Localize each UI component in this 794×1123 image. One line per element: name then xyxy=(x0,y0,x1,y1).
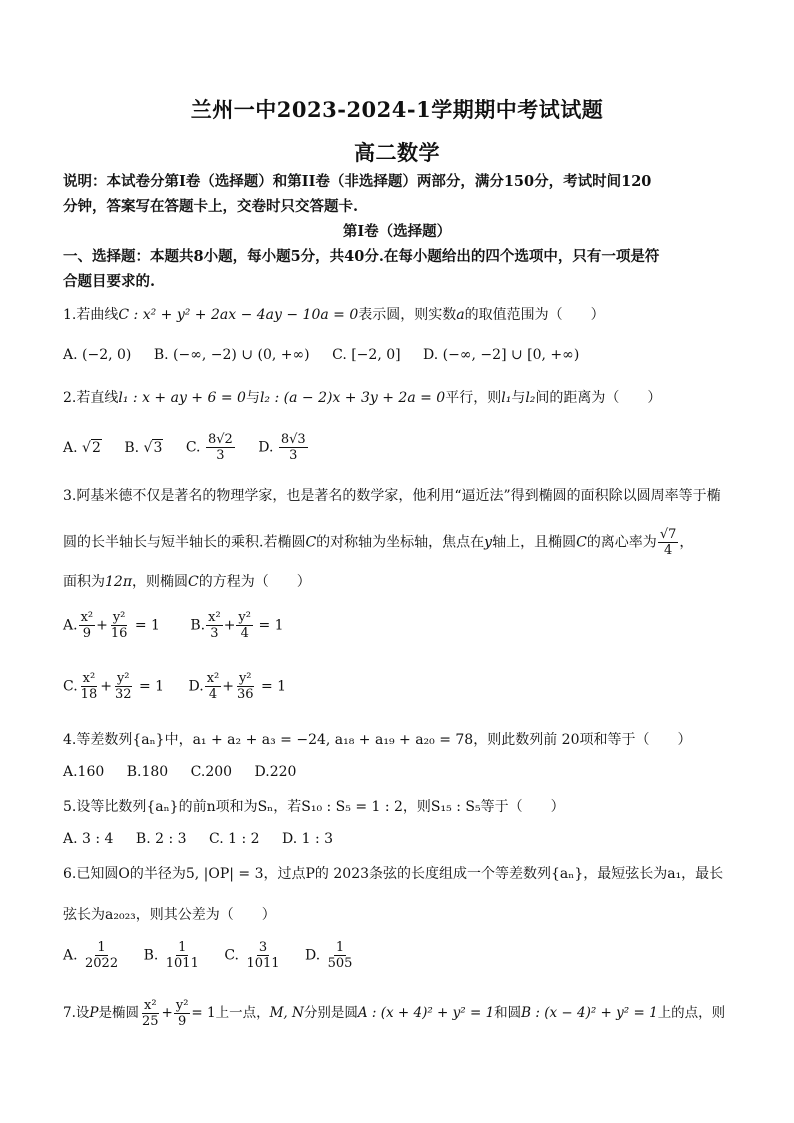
q2-option-d-label: D. xyxy=(258,439,274,456)
q6-c-den: 1011 xyxy=(246,956,280,971)
q3-b-frac-1 xyxy=(206,610,223,641)
q4-option-a[interactable]: A.160 xyxy=(63,764,105,780)
q6-c-frac xyxy=(244,940,281,971)
q2-stem-i: 间的距离为（ ） xyxy=(535,390,662,406)
q4-option-d[interactable]: D.220 xyxy=(254,764,297,780)
q6-b-num: 1 xyxy=(178,940,187,955)
q7-d: = 1上一点， xyxy=(191,1005,270,1021)
q4-option-c[interactable]: C.200 xyxy=(190,764,233,780)
q1-option-a[interactable]: A. (−2, 0) xyxy=(63,347,132,363)
q3-option-a-label: A. xyxy=(63,617,78,634)
q6-a-frac xyxy=(83,940,120,971)
q3-b-d1: 3 xyxy=(210,626,219,641)
q3-l2-d: y xyxy=(484,534,493,551)
q3-a-d1: 9 xyxy=(82,626,91,641)
q7-h: 和圆 xyxy=(494,1005,522,1021)
q3-l2-c: 的对称轴为坐标轴，焦点在 xyxy=(316,534,485,551)
question-3-line-2 xyxy=(63,527,743,558)
q7-frac-2 xyxy=(174,998,191,1029)
question-4-stem: 4.等差数列{aₙ}中，a₁ + a₂ + a₃ = −24, a₁₈ + a₁₉ + a₂₀ = 78，则此数列前 20项和等于（ ） xyxy=(63,732,692,748)
q2-option-b-label: B. xyxy=(124,439,140,456)
q7-frac-1 xyxy=(140,998,161,1029)
q7-j: 上的点，则 xyxy=(657,1005,726,1021)
q2-option-b[interactable]: B. √3 xyxy=(124,439,163,456)
q3-d-d2: 36 xyxy=(236,687,254,702)
q6-d-den: 505 xyxy=(327,956,353,971)
q3-l3-d: C xyxy=(188,574,199,590)
q3-c-d1: 18 xyxy=(80,687,98,702)
q6-option-d[interactable] xyxy=(305,940,355,971)
q3-a-plus: + xyxy=(96,617,108,634)
q6-option-b[interactable] xyxy=(144,940,202,971)
q2-l2: l₂ xyxy=(525,390,536,406)
q3-b-n2: y² xyxy=(238,610,251,625)
q1-stem-e: 的取值范围为（ ） xyxy=(464,307,605,323)
q3-a-frac-1 xyxy=(79,610,96,641)
q2-l1: l₁ xyxy=(501,390,512,406)
q7-b: P xyxy=(89,1005,99,1021)
q1-option-b[interactable]: B. (−∞, −2) ∪ (0, +∞) xyxy=(153,347,310,363)
q3-c-plus: + xyxy=(100,678,112,695)
q2-option-d-den: 3 xyxy=(289,448,298,463)
q3-b-n1: x² xyxy=(208,610,221,625)
q3-d-rhs: = 1 xyxy=(260,678,287,695)
q3-l2-f: C xyxy=(576,534,587,551)
q3-c-n2: y² xyxy=(116,671,130,686)
q7-d2: 9 xyxy=(177,1014,187,1029)
question-6-line-2: 弦长为a₂₀₂₃，则其公差为（ ） xyxy=(63,907,276,923)
q6-d-num: 1 xyxy=(335,940,345,955)
q7-plus: + xyxy=(161,1005,173,1021)
q7-f: 分别是圆 xyxy=(303,1005,358,1021)
q3-option-c-label: C. xyxy=(63,678,78,695)
exam-title: 兰州一中2023-2024-1学期期中考试试题 xyxy=(190,97,604,122)
q3-l2-h: ， xyxy=(679,534,694,551)
q7-d1: 25 xyxy=(141,1014,159,1029)
q6-d-frac xyxy=(326,940,355,971)
q3-option-b-label: B. xyxy=(190,617,206,634)
question-6-options xyxy=(63,940,373,971)
q3-d-n1: x² xyxy=(206,671,220,686)
q3-option-b[interactable] xyxy=(190,610,283,641)
q6-option-b-label: B. xyxy=(143,947,159,964)
q3-b-rhs: = 1 xyxy=(258,617,284,634)
question-3-options-row-1 xyxy=(63,610,302,641)
q7-n2: y² xyxy=(175,998,189,1013)
q3-l3-e: 的方程为（ ） xyxy=(198,574,311,590)
q6-c-num: 3 xyxy=(258,940,268,955)
q6-a-num: 1 xyxy=(97,940,106,955)
question-1-options xyxy=(63,347,597,363)
question-3-line-3 xyxy=(63,572,743,592)
question-4-options xyxy=(63,764,314,780)
q3-option-d[interactable] xyxy=(189,671,287,702)
q3-c-frac-1 xyxy=(79,671,100,702)
q3-area: 12π xyxy=(105,574,133,590)
q3-a-rhs: = 1 xyxy=(134,617,160,634)
q3-c-frac-2 xyxy=(113,671,134,702)
q3-option-a[interactable] xyxy=(63,610,160,641)
q2-option-b-radicand: 3 xyxy=(153,439,163,456)
q3-l3-a: 面积为 xyxy=(63,574,105,590)
q3-option-c[interactable] xyxy=(63,671,164,702)
question-7-stem xyxy=(63,998,743,1029)
q2-option-c[interactable] xyxy=(186,432,236,463)
q3-d-plus: + xyxy=(222,678,234,695)
q6-b-den: 1011 xyxy=(165,956,199,971)
q1-variable: a xyxy=(456,307,465,323)
q3-d-n2: y² xyxy=(238,671,252,686)
q3-d-d1: 4 xyxy=(208,687,218,702)
question-5-options xyxy=(63,831,351,847)
question-6-line-1: 6.已知圆O的半径为5, |OP| = 3，过点P的 2023条弦的长度组成一个等差数列{aₙ}，最短弦长为a₁，最长 xyxy=(63,866,724,882)
q1-stem-a: 1.若曲线 xyxy=(63,307,119,323)
q3-b-frac-2 xyxy=(236,610,253,641)
q6-b-frac xyxy=(164,940,201,971)
question-5-stem: 5.设等比数列{aₙ}的前n项和为Sₙ，若S₁₀ : S₅ = 1 : 2，则S₁₅ : S₅等于（ ） xyxy=(63,799,565,815)
q2-line-1: l₁ : x + ay + 6 = 0 xyxy=(118,390,246,406)
q3-a-d2: 16 xyxy=(110,626,128,641)
q5-option-c[interactable]: C. 1 : 2 xyxy=(208,831,260,847)
q3-a-n1: x² xyxy=(80,610,94,625)
q7-circle-b: B : (x − 4)² + y² = 1 xyxy=(521,1005,658,1021)
q3-l2-b: C xyxy=(305,534,317,551)
q3-ecc-num: √7 xyxy=(659,527,677,542)
question-3-options-row-2 xyxy=(63,671,304,702)
question-2-options xyxy=(63,432,327,463)
q5-option-d[interactable]: D. 1 : 3 xyxy=(281,831,334,847)
q2-option-c-num: 8√2 xyxy=(207,432,233,447)
q2-option-c-den: 3 xyxy=(216,448,225,463)
q6-option-c-label: C. xyxy=(224,947,239,964)
q7-a: 7.设 xyxy=(63,1005,90,1021)
q2-option-a[interactable]: A. √2 xyxy=(63,439,101,456)
q4-option-b[interactable]: B.180 xyxy=(126,764,169,780)
q3-c-rhs: = 1 xyxy=(138,678,165,695)
q3-a-frac-2 xyxy=(109,610,130,641)
q2-option-a-label: A. xyxy=(63,439,78,456)
q3-c-n1: x² xyxy=(82,671,96,686)
q3-eccentricity xyxy=(658,527,679,558)
q3-d-frac-2 xyxy=(235,671,256,702)
q7-n1: x² xyxy=(143,998,157,1013)
instructions-line-2: 分钟，答案写在答题卡上，交卷时只交答题卡. xyxy=(63,198,359,215)
q2-option-c-label: C. xyxy=(185,439,201,456)
section-desc-1: 一、选择题：本题共8小题，每小题5分，共40分.在每小题给出的四个选项中，只有一项是符 xyxy=(63,248,660,265)
section-desc-2: 合题目要求的. xyxy=(63,273,156,290)
q2-line-2: l₂ : (a − 2)x + 3y + 2a = 0 xyxy=(259,390,446,406)
q6-option-d-label: D. xyxy=(304,947,321,964)
q1-stem-c: 表示圆，则实数 xyxy=(358,307,457,323)
q7-circle-a: A : (x + 4)² + y² = 1 xyxy=(357,1005,495,1021)
q6-option-a[interactable] xyxy=(63,940,121,971)
q3-l2-g: 的离心率为 xyxy=(586,534,657,551)
question-1-stem xyxy=(63,305,743,325)
q3-a-n2: y² xyxy=(112,610,126,625)
q7-c: 是椭圆 xyxy=(98,1005,139,1021)
q6-option-c[interactable] xyxy=(224,940,282,971)
q3-b-d2: 4 xyxy=(240,626,249,641)
q2-option-d-num: 8√3 xyxy=(280,432,306,447)
q2-stem-a: 2.若直线 xyxy=(63,390,119,406)
q6-a-den: 2022 xyxy=(85,956,119,971)
q2-stem-c: 与 xyxy=(245,390,260,406)
q7-e: M, N xyxy=(269,1005,304,1021)
q6-option-a-label: A. xyxy=(63,947,78,964)
q3-l2-e: 轴上，且椭圆 xyxy=(492,534,577,551)
q3-option-d-label: D. xyxy=(188,678,204,695)
section-title: 第I卷（选择题） xyxy=(342,223,452,240)
q3-ecc-den: 4 xyxy=(663,543,673,558)
q5-option-a[interactable]: A. 3 : 4 xyxy=(63,831,114,847)
q1-equation: C : x² + y² + 2ax − 4ay − 10a = 0 xyxy=(118,307,359,323)
q2-option-d[interactable] xyxy=(258,432,308,463)
q2-option-a-radicand: 2 xyxy=(91,439,101,456)
q2-stem-e: 平行，则 xyxy=(445,390,502,406)
q2-stem-g: 与 xyxy=(511,390,526,406)
q3-l2-a: 圆的长半轴长与短半轴长的乘积.若椭圆 xyxy=(63,534,306,551)
q2-option-d-fraction xyxy=(279,432,308,463)
question-3-line-1: 3.阿基米德不仅是著名的物理学家，也是著名的数学家，他利用“逼近法”得到椭圆的面积除以圆周率等于椭 xyxy=(63,488,721,504)
q3-c-d2: 32 xyxy=(114,687,132,702)
q5-option-b[interactable]: B. 2 : 3 xyxy=(135,831,187,847)
q3-l3-c: ，则椭圆 xyxy=(132,574,189,590)
q1-option-c[interactable]: C. [−2, 0] xyxy=(332,347,401,363)
question-2-stem xyxy=(63,388,743,408)
instructions-line-1: 说明：本试卷分第I卷（选择题）和第II卷（非选择题）两部分，满分150分，考试时间120 xyxy=(63,173,652,190)
q3-b-plus: + xyxy=(223,617,236,634)
q3-d-frac-1 xyxy=(205,671,222,702)
q1-option-d[interactable]: D. (−∞, −2] ∪ [0, +∞) xyxy=(423,347,580,363)
exam-subject: 高二数学 xyxy=(354,140,440,165)
q2-option-c-fraction xyxy=(206,432,235,463)
